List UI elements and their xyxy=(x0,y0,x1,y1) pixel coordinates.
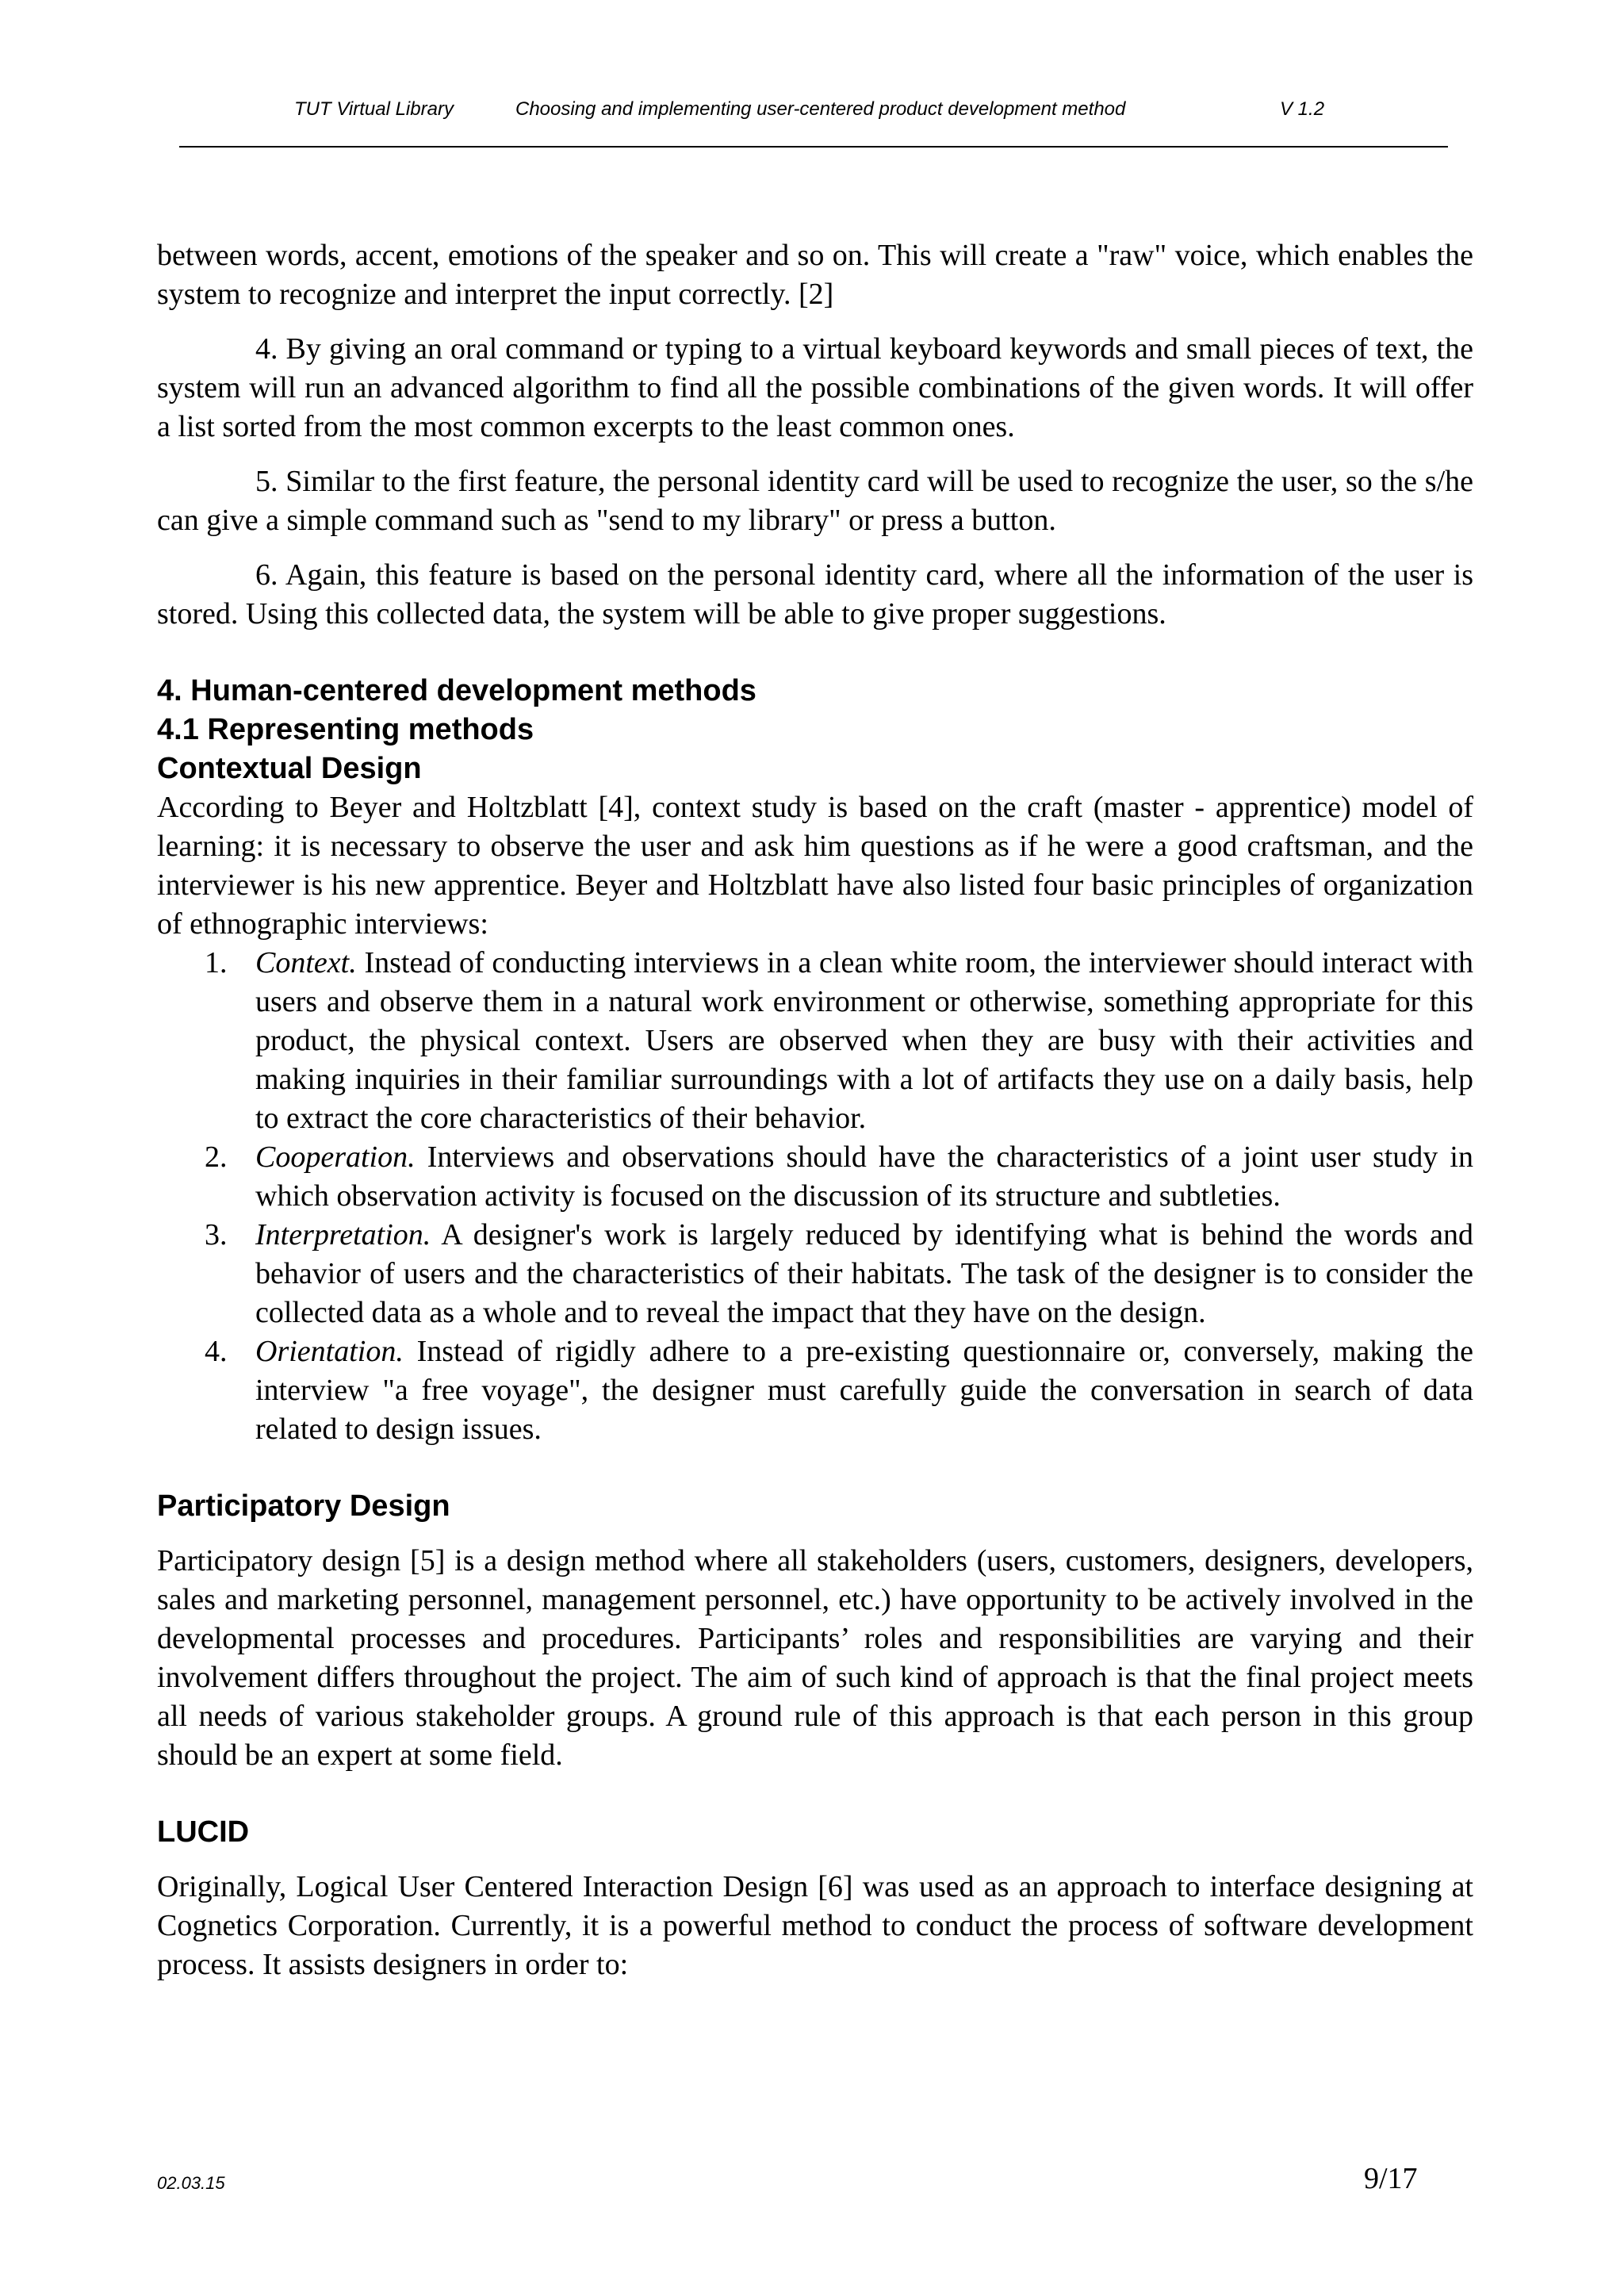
paragraph-feature-6: 6. Again, this feature is based on the personal identity card, where all the information of the user is stored. Using this collected data, the system will be able to give proper suggestions. xyxy=(157,558,1473,631)
list-item-number: 3. xyxy=(205,1218,228,1251)
footer-page-number: 9/17 xyxy=(1364,2162,1418,2195)
page-header xyxy=(179,94,1448,141)
paragraph-lucid: Originally, Logical User Centered Interaction Design [6] was used as an approach to interface designing at Cognetics Corporation. Currently, it is a powerful method to conduct the process of software development process. It assists designers in order to: xyxy=(157,1870,1473,1981)
list-item-term: Cooperation. xyxy=(255,1140,416,1174)
paragraph-feature-5: 5. Similar to the first feature, the personal identity card will be used to recognize the user, so the s/he can give a simple command such as "send to my library" or press a button. xyxy=(157,465,1473,537)
list-item-number: 1. xyxy=(205,946,228,979)
list-item xyxy=(157,1216,1473,1332)
header-document-title: Choosing and implementing user-centered product development method xyxy=(515,98,1126,120)
header-divider xyxy=(179,146,1448,148)
list-item-text: Interviews and observations should have the characteristics of a joint user study in which observation activity is focused on the discussion of its structure and subtleties. xyxy=(255,1140,1473,1213)
footer-date: 02.03.15 xyxy=(157,2173,225,2193)
list-item-term: Interpretation. xyxy=(255,1218,431,1251)
principles-list xyxy=(157,944,1473,1449)
header-library-name: TUT Virtual Library xyxy=(294,98,454,120)
subsection-heading-representing: 4.1 Representing methods xyxy=(157,713,534,746)
heading-contextual-design: Contextual Design xyxy=(157,752,422,785)
section-heading-human-centered: 4. Human-centered development methods xyxy=(157,674,756,707)
document-body xyxy=(157,236,1473,1984)
heading-lucid: LUCID xyxy=(157,1815,250,1849)
list-item-text: A designer's work is largely reduced by identifying what is behind the words and behavior of users and the characteristics of their habitats. The task of the designer is to consider the collected data as a whole and to reveal the impact that they have on the design. xyxy=(255,1218,1473,1329)
list-item-term: Context. xyxy=(255,946,357,979)
list-item-text: Instead of rigidly adhere to a pre-existing questionnaire or, conversely, making the interview "a free voyage", the designer must carefully guide the conversation in search of data related to design issues. xyxy=(255,1335,1473,1446)
list-item-text: Instead of conducting interviews in a clean white room, the interviewer should interact with users and observe them in a natural work environment or otherwise, something appropriate for this product, the physical context. Users are observed when they are busy with their activities and making inquiries in their familiar surroundings with a lot of artifacts they use on a daily basis, help to extract the core characteristics of their behavior. xyxy=(255,946,1473,1135)
header-version: V 1.2 xyxy=(1280,98,1325,120)
paragraph-contextual-intro: According to Beyer and Holtzblatt [4], context study is based on the craft (master - apprentice) model of learning: it is necessary to observe the user and ask him questions as if he were a good craftsman, and the interviewer is his new apprentice. Beyer and Holtzblatt have also listed four basic principles of organization of ethnographic interviews: xyxy=(157,791,1473,941)
paragraph-feature-4: 4. By giving an oral command or typing to a virtual keyboard keywords and small pieces of text, the system will run an advanced algorithm to find all the possible combinations of the given words. It will offer a list sorted from the most common excerpts to the least common ones. xyxy=(157,332,1473,443)
list-item xyxy=(157,1332,1473,1449)
list-item xyxy=(157,944,1473,1138)
list-item-number: 2. xyxy=(205,1140,228,1174)
list-item-number: 4. xyxy=(205,1335,228,1368)
list-item-term: Orientation. xyxy=(255,1335,404,1368)
list-item xyxy=(157,1138,1473,1216)
paragraph-voice-continuation: between words, accent, emotions of the speaker and so on. This will create a "raw" voice, which enables the system to recognize and interpret the input correctly. [2] xyxy=(157,239,1473,311)
paragraph-participatory: Participatory design [5] is a design method where all stakeholders (users, customers, designers, developers, sales and marketing personnel, management personnel, etc.) have opportunity to be actively involved in the developmental processes and procedures. Participants’ roles and responsibilities are varying and their involvement differs throughout the project. The aim of such kind of approach is that the final project meets all needs of various stakeholder groups. A ground rule of this approach is that each person in this group should be an expert at some field. xyxy=(157,1544,1473,1772)
heading-participatory-design: Participatory Design xyxy=(157,1489,450,1523)
